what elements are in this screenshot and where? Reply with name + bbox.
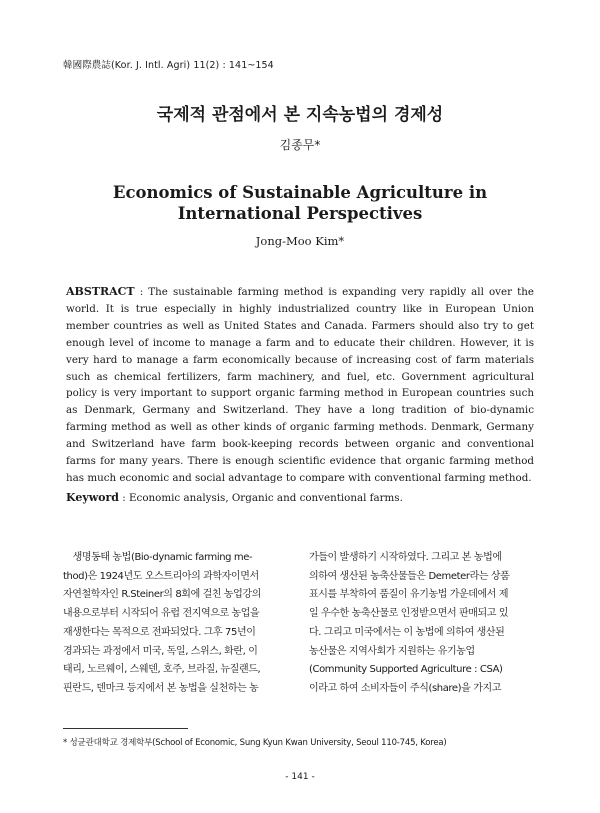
body-line: 핀란드, 덴마크 등지에서 본 농법을 실천하는 농 — [63, 682, 259, 694]
english-title-line-1: Economics of Sustainable Agriculture in — [112, 183, 488, 202]
body-line: 일 우수한 농축산물로 인정받으면서 판매되고 있 — [309, 608, 509, 620]
footnote-divider — [63, 728, 188, 729]
abstract-label: ABSTRACT — [66, 285, 135, 298]
body-column-right — [309, 549, 535, 699]
english-title-line-2: International Perspectives — [177, 204, 423, 223]
body-line: 생명동태 농법(Bio-dynamic farming me- — [63, 552, 253, 563]
body-column-left — [63, 549, 283, 699]
body-line: 태리, 노르웨이, 스웨덴, 호주, 브라질, 뉴질랜드, — [63, 664, 261, 676]
body-line: 이라고 하여 소비자들이 주식(share)을 가지고 — [309, 682, 501, 694]
keywords — [66, 491, 534, 504]
body-line: (Community Supported Agriculture : CSA) — [309, 664, 503, 676]
english-author: Jong-Moo Kim* — [255, 234, 345, 248]
korean-title: 국제적 관점에서 본 지속농법의 경제성 — [156, 105, 444, 125]
affiliation-footnote: * 성균관대학교 경제학부(School of Economic, Sung Kyun Kwan University, Seoul 110-745, Korea) — [63, 738, 447, 748]
journal-citation: 韓國際農誌(Kor. J. Intl. Agri) 11(2) : 141~154 — [63, 60, 274, 71]
abstract-text: The sustainable farming method is expanding very rapidly all over the world. It is true especially in highly industrialized country like in European Union member countries as well as United States and Canada. Farmers should also try to get enough level of income to manage a farm and to educate their children. However, it is very hard to manage a farm economically because of increasing cost of farm materials such as chemical fertilizers, farm machinery, and fuel, etc. Government agricultural policy is very important to support organic farming method in European countries such as Denmark, Germany and Switzerland. They have a long tradition of bio-dynamic farming method as well as other kinds of organic farming methods. Denmark, Germany and Switzerland have farm book-keeping records between organic and conventional farms for many years. There is enough scientific evidence that organic farming method has much economic and social advantage to compare with conventional farming method. — [66, 286, 534, 484]
body-line: 가들이 발생하기 시작하였다. 그리고 본 농법에 — [309, 552, 502, 563]
english-title — [0, 182, 600, 224]
body-line: thod)은 1924년도 오스트리아의 과학자이면서 — [63, 570, 259, 582]
body-line: 의하여 생산된 농축산물들은 Demeter라는 상품 — [309, 570, 510, 582]
body-line: 농산물은 지역사회가 지원하는 유기농업 — [309, 645, 475, 657]
korean-author: 김종무* — [279, 138, 321, 152]
body-line: 자연철학자인 R.Steiner의 8회에 걸친 농업강의 — [63, 589, 261, 601]
body-line: 경과되는 과정에서 미국, 독일, 스위스, 화란, 이 — [63, 645, 258, 657]
abstract — [66, 284, 534, 487]
keyword-text: Economic analysis, Organic and conventional farms. — [129, 492, 403, 504]
body-line: 다. 그리고 미국에서는 이 농법에 의하여 생산된 — [309, 626, 505, 638]
body-line: 표시를 부착하여 품질이 유기농법 가운데에서 제 — [309, 589, 509, 601]
body-line: 재생한다는 목적으로 전파되었다. 그후 75년이 — [63, 626, 256, 638]
keyword-label: Keyword — [66, 491, 120, 504]
body-line: 내용으로부터 시작되어 유럽 전지역으로 농업을 — [63, 608, 260, 620]
keyword-separator: : — [119, 492, 130, 504]
abstract-separator: : — [134, 286, 149, 298]
page-number: - 141 - — [285, 772, 315, 782]
